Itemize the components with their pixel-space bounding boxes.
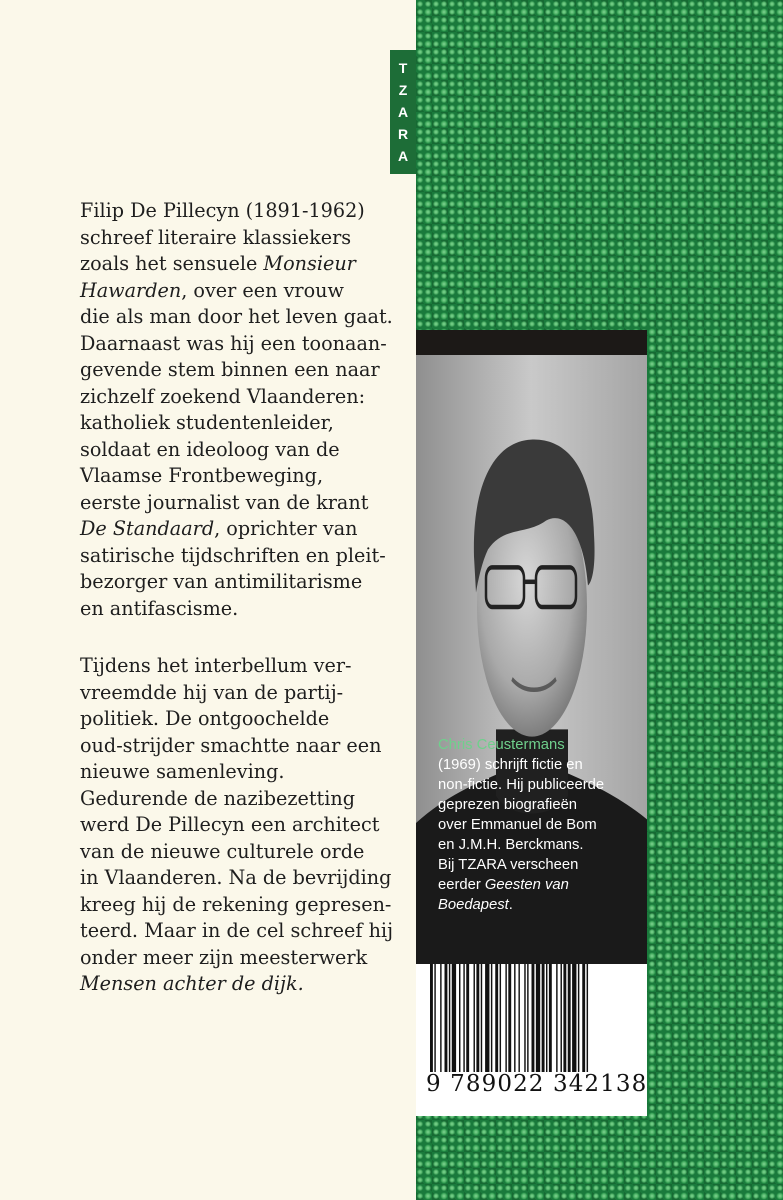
- blurb-line: politiek. De ontgoochelde: [80, 707, 330, 730]
- barcode-bar: [514, 964, 515, 1072]
- barcode-image: [430, 964, 635, 1072]
- book-title-geesten-van-boedapest: Boedapest: [438, 897, 509, 913]
- author-bio: [438, 735, 643, 915]
- book-blurb: [80, 198, 410, 1029]
- barcode-bar: [459, 964, 460, 1072]
- barcode-bar: [445, 964, 448, 1072]
- blurb-line: De Standaard, oprichter van: [80, 517, 358, 540]
- barcode-bar: [481, 964, 482, 1072]
- book-title-geesten-van-boedapest: Geesten van: [484, 877, 569, 893]
- blurb-line: gevende stem binnen een naar: [80, 358, 380, 381]
- author-name: Chris Ceustermans: [438, 737, 565, 753]
- isbn-number: 9 789022 342138: [426, 1071, 648, 1097]
- barcode-bar: [430, 964, 433, 1072]
- book-title-mensen-achter-de-dijk: Mensen achter de dijk.: [80, 972, 304, 995]
- blurb-line: eerste journalist van de krant: [80, 490, 369, 514]
- blurb-line: vreemdde hij van de partij-: [80, 680, 344, 704]
- barcode-bar: [572, 964, 576, 1072]
- blurb-line: die als man door het leven gaat.: [80, 305, 393, 328]
- blurb-line: katholiek studentenleider,: [80, 411, 334, 434]
- blurb-line: Daarnaast was hij een toonaan-: [80, 331, 387, 355]
- barcode-bar: [508, 964, 511, 1072]
- barcode-bar: [536, 964, 540, 1072]
- blurb-line: Hawarden, over een vrouw: [80, 278, 344, 302]
- blurb-line: Vlaamse Frontbeweging,: [80, 464, 324, 487]
- logo-letter: A: [397, 104, 409, 120]
- blurb-line: [80, 971, 410, 998]
- blurb-line: satirische tijdschriften en pleit-: [80, 543, 386, 567]
- barcode-bar: [549, 964, 552, 1072]
- author-bio-line: Bij TZARA verscheen: [438, 857, 579, 873]
- barcode-bar: [466, 964, 469, 1072]
- blurb-line: zichzelf zoekend Vlaanderen:: [80, 384, 366, 408]
- blurb-line: Tijdens het interbellum ver-: [80, 654, 352, 677]
- author-box: [416, 330, 647, 964]
- blurb-line: zoals het sensuele Monsieur: [80, 252, 356, 275]
- blurb-line: schreef literaire klassiekers: [80, 225, 352, 249]
- author-bio-line: Boedapest.: [438, 897, 513, 913]
- blurb-line: onder meer zijn meesterwerk: [80, 945, 368, 969]
- blurb-paragraph-2: [80, 653, 410, 998]
- blurb-line: en antifascisme.: [80, 596, 239, 620]
- barcode-bar: [587, 964, 588, 1072]
- barcode-bar: [434, 964, 435, 1072]
- barcode-bar: [524, 964, 525, 1072]
- author-bio-line: geprezen biografieën: [438, 797, 578, 813]
- blurb-line: oud-strijder smachtte naar een: [80, 733, 382, 757]
- blurb-line: Gedurende de nazibezetting: [80, 786, 356, 810]
- barcode-bar: [561, 964, 562, 1072]
- blurb-line: nieuwe samenleving.: [80, 760, 285, 783]
- barcode-bar: [532, 964, 535, 1072]
- barcode-bar: [563, 964, 566, 1072]
- barcode-bar: [440, 964, 441, 1072]
- barcode-bar: [452, 964, 456, 1072]
- barcode-box: [416, 964, 647, 1116]
- barcode-bar: [518, 964, 519, 1072]
- barcode-bar: [556, 964, 557, 1072]
- newspaper-title-de-standaard: De Standaard: [80, 517, 215, 540]
- barcode-bar: [474, 964, 475, 1072]
- barcode-bar: [485, 964, 489, 1072]
- author-bio-line: non-fictie. Hij publiceerde: [438, 777, 605, 793]
- blurb-line: Filip De Pillecyn (1891-1962): [80, 199, 365, 222]
- barcode-bar: [568, 964, 571, 1072]
- blurb-line: kreeg hij de rekening gepresen-: [80, 892, 392, 916]
- logo-letter: A: [397, 148, 409, 164]
- blurb-paragraph-1: [80, 198, 410, 622]
- barcode-bar: [582, 964, 585, 1072]
- blurb-line: werd De Pillecyn een architect: [80, 813, 380, 836]
- blurb-line: soldaat en ideoloog van de: [80, 437, 340, 461]
- barcode-bar: [500, 964, 501, 1072]
- barcode-bar: [505, 964, 506, 1072]
- blurb-line: bezorger van antimilitarisme: [80, 570, 363, 593]
- author-bio-line: en J.M.H. Berckmans.: [438, 837, 584, 853]
- barcode-bar: [476, 964, 479, 1072]
- blurb-line: in Vlaanderen. Na de bevrijding: [80, 866, 392, 889]
- barcode-bar: [578, 964, 579, 1072]
- book-title-monsieur-hawarden: Monsieur: [263, 252, 356, 275]
- logo-letter: Z: [398, 82, 408, 98]
- barcode-bar: [495, 964, 498, 1072]
- barcode-bar: [527, 964, 528, 1072]
- barcode-bar: [491, 964, 492, 1072]
- logo-letter: T: [398, 60, 408, 76]
- publisher-logo-tzara: [390, 50, 416, 174]
- blurb-line: teerd. Maar in de cel schreef hij: [80, 919, 394, 942]
- author-bio-line: over Emmanuel de Bom: [438, 817, 597, 833]
- logo-letter: R: [397, 126, 409, 142]
- barcode-bar: [546, 964, 547, 1072]
- barcode-bar: [449, 964, 450, 1072]
- blurb-line: van de nieuwe culturele orde: [80, 839, 365, 863]
- book-title-monsieur-hawarden: Hawarden: [80, 278, 182, 302]
- author-bio-line: eerder Geesten van: [438, 877, 569, 893]
- barcode-bar: [542, 964, 545, 1072]
- barcode-bar: [463, 964, 464, 1072]
- author-bio-line: (1969) schrijft fictie en: [438, 757, 583, 773]
